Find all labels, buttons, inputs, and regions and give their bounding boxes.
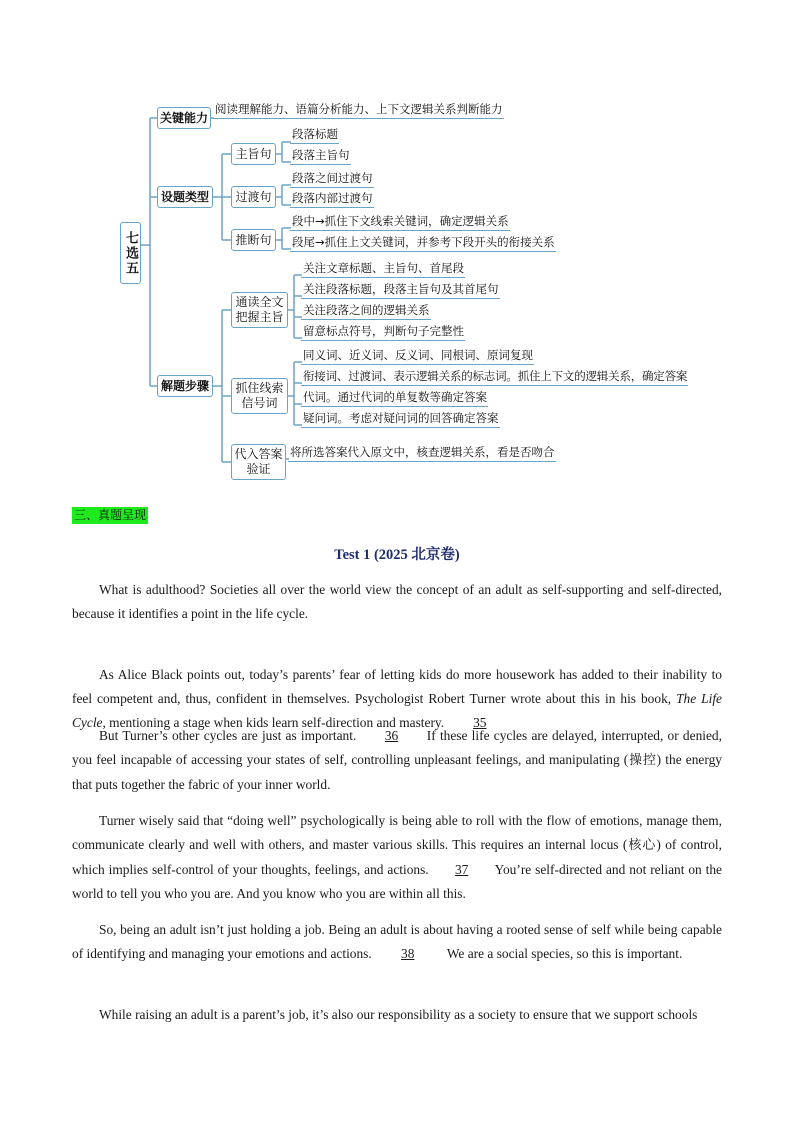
- clue-item: 代词。通过代词的单复数等确定答案: [301, 389, 488, 407]
- gloss-manipulate: 操控: [628, 753, 657, 768]
- blank-37[interactable]: 37: [454, 862, 469, 877]
- step-read-through-line1: 通读全文: [235, 295, 284, 309]
- test-title: Test 1 (2025 北京卷): [334, 547, 460, 563]
- paragraph-4-text-b: ) of control, which implies self-control of your thoughts, feelings, and actions.: [72, 837, 722, 877]
- transition-item: 段落之间过渡句: [290, 170, 374, 188]
- paragraph-1: [72, 578, 722, 626]
- type-transition-sentence: 过渡句: [231, 186, 276, 208]
- paragraph-4-text-a: Turner wisely said that “doing well” psychologically is being able to roll with the flow of emotions, manage them, communicate clearly and well with others, and master various skills. This requires an internal locus (: [72, 813, 722, 852]
- branch-key-ability: 关键能力: [157, 107, 211, 129]
- clue-item: 衔接词、过渡词、表示逻辑关系的标志词。抓住上下文的逻辑关系，确定答案: [301, 368, 688, 386]
- mind-map-root: 七选五: [120, 222, 141, 284]
- paragraph-5-text-a: So, being an adult isn’t just holding a job. Being an adult is about having a rooted sense of self while being capable of identifying and managing your emotions and actions.: [72, 922, 722, 961]
- paragraph-4-text-c: You’re self-directed and not reliant on the world to tell you who you are. And you know who you are within all this.: [72, 862, 722, 901]
- step-verify-line2: 验证: [246, 462, 271, 476]
- topic-item: 段落主旨句: [290, 147, 351, 165]
- paragraph-5: [72, 918, 722, 966]
- paragraph-2-text-a: As Alice Black points out, today’s parents’ fear of letting kids do more housework has added to their inability to feel competent and, thus, confident in themselves. Psychologist Robert Turner wrote about this in his book,: [72, 667, 722, 706]
- paragraph-6-text: While raising an adult is a parent’s job, it’s also our responsibility as a society to ensure that we support schools: [99, 1007, 698, 1022]
- topic-item: 段落标题: [290, 126, 339, 144]
- step-signal-words-line2: 信号词: [241, 396, 278, 410]
- step-signal-words: [231, 378, 288, 414]
- inference-item: 段中→抓住下文线索关键词，确定逻辑关系: [290, 213, 510, 231]
- branch-question-types: 设题类型: [157, 186, 213, 208]
- blank-35[interactable]: 35: [473, 715, 487, 730]
- branch-solving-steps: 解题步骤: [157, 375, 213, 397]
- verify-text: 将所选答案代入原文中，核查逻辑关系，看是否吻合: [288, 444, 556, 462]
- paragraph-1-text: What is adulthood? Societies all over the world view the concept of an adult as self-supporting and self-directed, because it identifies a point in the life cycle.: [72, 582, 722, 621]
- paragraph-3-text-c: ) the energy that puts together the fabric of your inner world.: [72, 752, 722, 792]
- paragraph-4: [72, 809, 722, 906]
- step-verify-line1: 代入答案: [234, 447, 283, 461]
- mind-map: [0, 0, 794, 490]
- gloss-locus: 核心: [627, 838, 657, 853]
- type-inference-sentence: 推断句: [231, 229, 276, 251]
- paragraph-2-text-b: , mentioning a stage when kids learn self-direction and mastery.: [102, 715, 445, 730]
- paragraph-5-text-b: We are a social species, so this is important.: [446, 946, 683, 961]
- paragraph-3-text-b: If these life cycles are delayed, interrupted, or denied, you feel incapable of accessing your states of self, controlling unpleasant feelings, and manipulating (: [72, 728, 722, 767]
- read-item: 留意标点符号，判断句子完整性: [301, 323, 465, 341]
- section-heading: 三、真题呈现: [74, 508, 147, 522]
- paragraph-6: [72, 1003, 722, 1027]
- type-topic-sentence: 主旨句: [231, 143, 276, 165]
- book-title: The Life Cycle: [72, 691, 722, 730]
- read-item: 关注文章标题、主旨句、首尾段: [301, 260, 465, 278]
- transition-item: 段落内部过渡句: [290, 190, 374, 208]
- blank-38[interactable]: 38: [401, 946, 415, 961]
- read-item: 关注段落标题，段落主旨句及其首尾句: [301, 281, 500, 299]
- read-item: 关注段落之间的逻辑关系: [301, 302, 431, 320]
- step-signal-words-line1: 抓住线索: [235, 381, 284, 395]
- paragraph-3-text-a: But Turner’s other cycles are just as important.: [99, 728, 357, 743]
- paragraph-3: [72, 724, 722, 797]
- step-verify: [231, 444, 286, 480]
- inference-item: 段尾→抓住上文关键词，并参考下段开头的衔接关系: [290, 234, 556, 252]
- clue-item: 同义词、近义词、反义词、同根词、原词复现: [301, 347, 534, 365]
- key-ability-text: 阅读理解能力、语篇分析能力、上下文逻辑关系判断能力: [213, 101, 504, 119]
- clue-item: 疑问词。考虑对疑问词的回答确定答案: [301, 410, 500, 428]
- blank-36[interactable]: 36: [384, 728, 399, 743]
- step-read-through: [231, 292, 288, 328]
- step-read-through-line2: 把握主旨: [235, 310, 284, 324]
